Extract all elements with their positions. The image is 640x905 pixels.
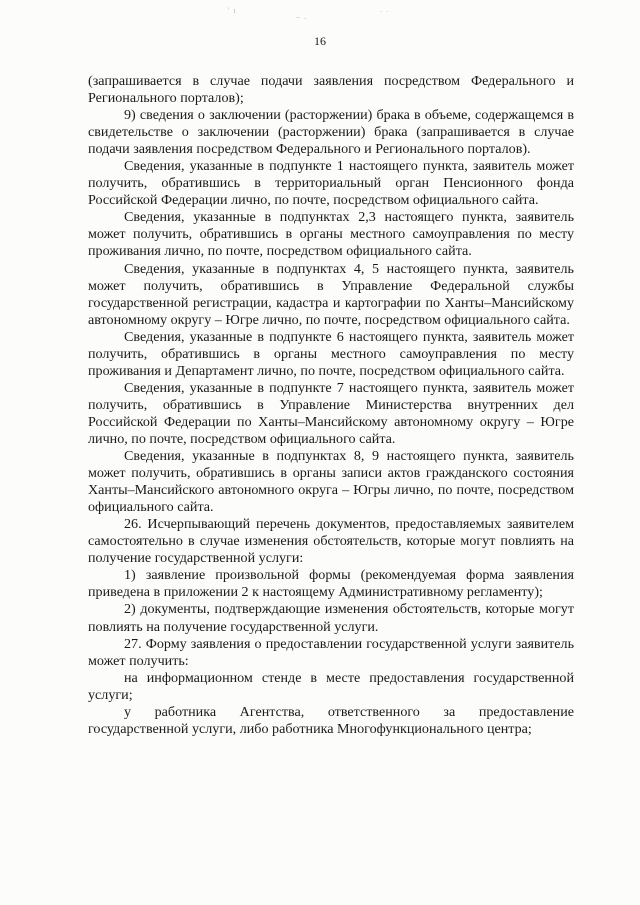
paragraph-12: 27. Форму заявления о предоставлении государственной услуги заявитель может получить:: [88, 635, 574, 669]
paragraph-14: у работника Агентства, ответственного за предоставление государственной услуги, либо работника Многофункционального центра;: [88, 703, 574, 737]
paragraph-3: Сведения, указанные в подпункте 1 настоящего пункта, заявитель может получить, обратившись в территориальный орган Пенсионного фонда Российской Федерации лично, по почте, посредством официального сайта.: [88, 158, 574, 209]
page-number: 16: [314, 34, 326, 48]
paragraph-1: (запрашивается в случае подачи заявления посредством Федерального и Регионального порталов);: [88, 73, 574, 107]
scan-artifact: ˑ ˑ: [380, 8, 390, 17]
paragraph-7: Сведения, указанные в подпункте 7 настоящего пункта, заявитель может получить, обратившись в Управление Министерства внутренних дел Российской Федерации по Ханты–Мансийскому автономному округу – Югре лично, по почте, посредством официального сайта.: [88, 379, 574, 447]
paragraph-8: Сведения, указанные в подпунктах 8, 9 настоящего пункта, заявитель может получить, обратившись в органы записи актов гражданского состояния Ханты–Мансийского автономного округа – Югры лично, по почте, посредством официального сайта.: [88, 448, 574, 516]
paragraph-5: Сведения, указанные в подпунктах 4, 5 настоящего пункта, заявитель может получить, обратившись в Управление Федеральной службы государственной регистрации, кадастра и картографии по Ханты–Мансийскому автономному округу – Югре лично, по почте, посредством официального сайта.: [88, 260, 574, 328]
paragraph-2: 9) сведения о заключении (расторжении) брака в объеме, содержащемся в свидетельстве о заключении (расторжении) брака (запрашивается в случае подачи заявления посредством Федерального и Регионального порталов).: [88, 107, 574, 158]
paragraph-4: Сведения, указанные в подпунктах 2,3 настоящего пункта, заявитель может получить, обратившись в органы местного самоуправления по месту проживания лично, по почте, посредством официального сайта.: [88, 209, 574, 260]
paragraph-9: 26. Исчерпывающий перечень документов, предоставляемых заявителем самостоятельно в случае изменения обстоятельств, которые могут повлиять на получение государственной услуги:: [88, 516, 574, 567]
paragraph-13: на информационном стенде в месте предоставления государственной услуги;: [88, 669, 574, 703]
scan-artifact: ‒ .: [296, 12, 307, 21]
paragraph-11: 2) документы, подтверждающие изменения обстоятельств, которые могут повлиять на получение государственной услуги.: [88, 601, 574, 635]
paragraph-10: 1) заявление произвольной формы (рекомендуемая форма заявления приведена в приложении 2 к настоящему Административному регламенту);: [88, 567, 574, 601]
paragraph-6: Сведения, указанные в подпункте 6 настоящего пункта, заявитель может получить, обратившись в органы местного самоуправления по месту проживания и Департамент лично, по почте, посредством официального сайта.: [88, 328, 574, 379]
scan-artifact: ' ı: [228, 6, 237, 15]
document-body: [88, 73, 574, 738]
